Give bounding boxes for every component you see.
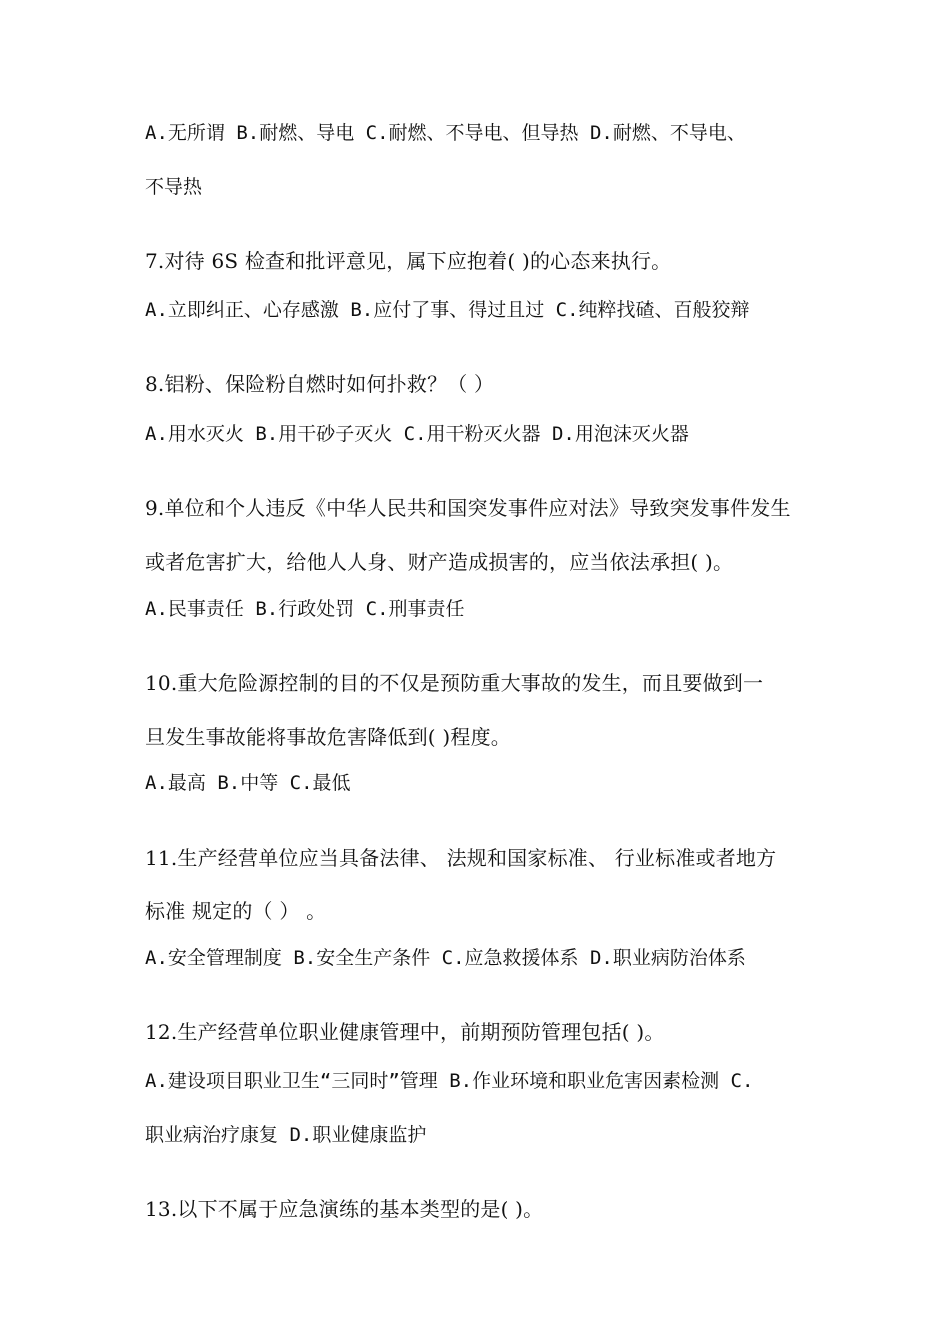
q8-question: 8.铝粉、保险粉自燃时如何扑救？（ ） [145, 372, 495, 396]
q12-question: 12.生产经营单位职业健康管理中，前期预防管理包括( )。 [145, 1020, 665, 1044]
q12-options-line-2: 职业病治疗康复 D.职业健康监护 [145, 1124, 427, 1146]
q11-question-line-2: 标准 规定的（ ） 。 [145, 899, 327, 923]
q12-options-line-1: A.建设项目职业卫生“三同时”管理 B.作业环境和职业危害因素检测 C. [145, 1070, 754, 1092]
q10-question-line-1: 10.重大危险源控制的目的不仅是预防重大事故的发生，而且要做到一 [145, 671, 764, 695]
q11-options: A.安全管理制度 B.安全生产条件 C.应急救援体系 D.职业病防治体系 [145, 947, 746, 969]
q9-question-line-2: 或者危害扩大，给他人人身、财产造成损害的，应当依法承担( )。 [145, 550, 734, 574]
q7-options: A.立即纠正、心存感激 B.应付了事、得过且过 C.纯粹找碴、百般狡辩 [145, 299, 750, 321]
q11-question-line-1: 11.生产经营单位应当具备法律、 法规和国家标准、 行业标准或者地方 [145, 846, 777, 870]
q13-question: 13.以下不属于应急演练的基本类型的是( )。 [145, 1197, 544, 1221]
q8-options: A.用水灭火 B.用干砂子灭火 C.用干粉灭火器 D.用泡沫灭火器 [145, 423, 689, 445]
q10-options: A.最高 B.中等 C.最低 [145, 772, 351, 794]
q9-question-line-1: 9.单位和个人违反《中华人民共和国突发事件应对法》导致突发事件发生 [145, 496, 791, 520]
q6-options-line-1: A.无所谓 B.耐燃、导电 C.耐燃、不导电、但导热 D.耐燃、不导电、 [145, 122, 746, 144]
q7-question: 7.对待 6S 检查和批评意见，属下应抱着( )的心态来执行。 [145, 249, 672, 273]
q10-question-line-2: 旦发生事故能将事故危害降低到( )程度。 [145, 725, 511, 749]
q6-options-line-2: 不导热 [145, 176, 203, 198]
q9-options: A.民事责任 B.行政处罚 C.刑事责任 [145, 598, 465, 620]
